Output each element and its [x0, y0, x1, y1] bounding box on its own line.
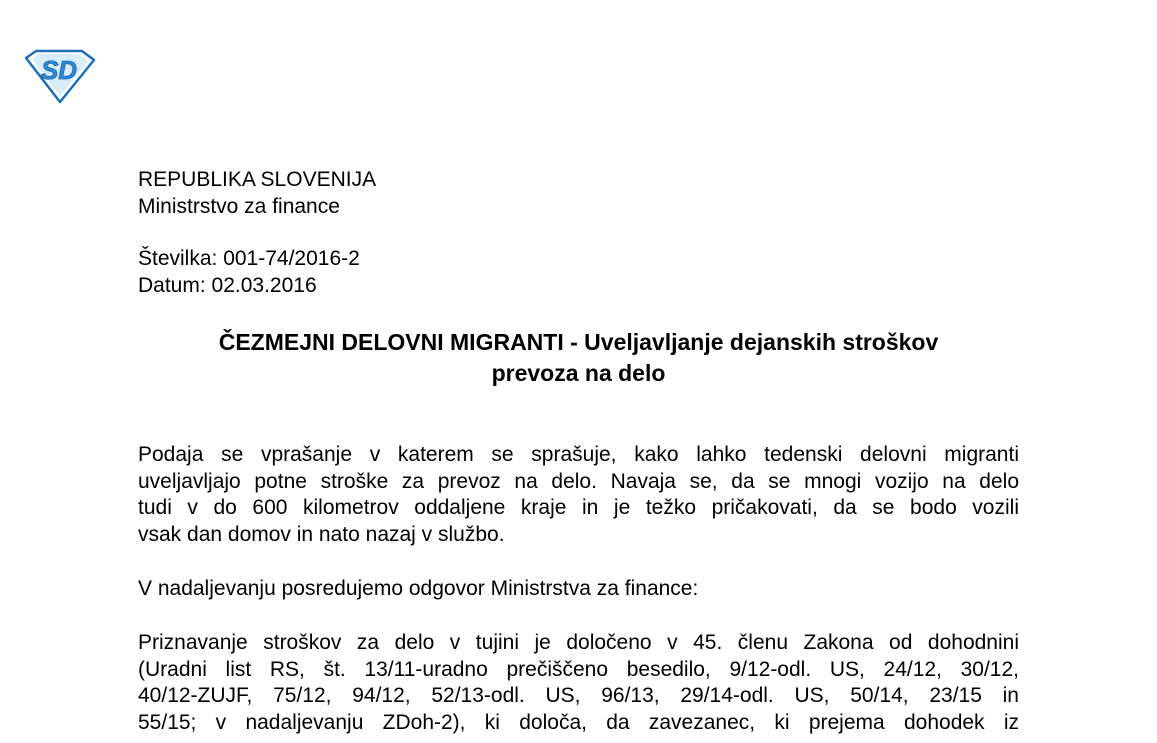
- document-title: [138, 327, 1019, 389]
- paragraph-line: tudi v do 600 kilometrov oddaljene kraje in je težko pričakovati, da se bodo vozili: [138, 496, 1019, 519]
- sender-header: [138, 166, 376, 220]
- paragraph-intro-answer: [138, 576, 1019, 603]
- paragraph-line: 40/12-ZUJF, 75/12, 94/12, 52/13-odl. US, 96/13, 29/14-odl. US, 50/14, 23/15 in: [138, 684, 1019, 707]
- paragraph-line: vsak dan domov in nato nazaj v službo.: [138, 522, 505, 546]
- republic-name: REPUBLIKA SLOVENIJA: [138, 168, 377, 191]
- document-number: Številka: 001-74/2016-2: [138, 247, 360, 270]
- title-line-2: prevoza na delo: [491, 360, 666, 386]
- ministry-name: Ministrstvo za finance: [138, 195, 340, 218]
- title-line-1: ČEZMEJNI DELOVNI MIGRANTI - Uveljavljanje dejanskih stroškov: [218, 329, 939, 355]
- paragraph-line: 55/15; v nadaljevanju ZDoh-2), ki določa, da zavezanec, ki prejema dohodek iz: [138, 710, 1019, 734]
- sd-shield-logo-icon: [22, 48, 96, 104]
- paragraph-answer: [138, 630, 1019, 736]
- paragraph-line: Podaja se vprašanje v katerem se sprašuje, kako lahko tedenski delovni migranti: [138, 443, 1019, 466]
- svg-text:SD: SD: [40, 55, 78, 85]
- document-date: Datum: 02.03.2016: [138, 274, 317, 297]
- paragraph-question: [138, 442, 1019, 548]
- paragraph-line: Priznavanje stroškov za delo v tujini je določeno v 45. členu Zakona od dohodnini: [138, 631, 1019, 654]
- paragraph-line: uveljavljajo potne stroške za prevoz na delo. Navaja se, da se mnogi vozijo na delo: [138, 469, 1019, 493]
- paragraph-line: V nadaljevanju posredujemo odgovor Ministrstva za finance:: [138, 577, 699, 600]
- document-meta: [138, 245, 360, 299]
- paragraph-line: (Uradni list RS, št. 13/11-uradno prečiščeno besedilo, 9/12-odl. US, 24/12, 30/12,: [138, 657, 1019, 681]
